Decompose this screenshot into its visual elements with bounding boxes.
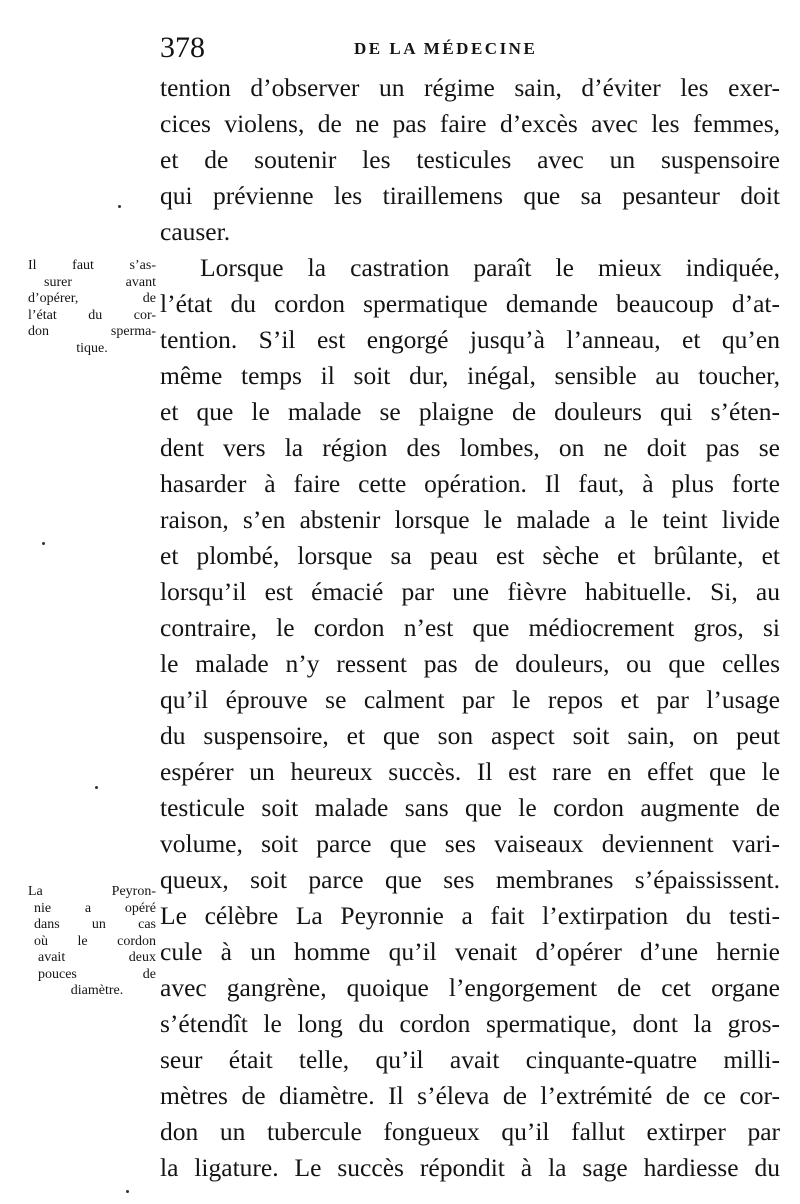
text-line: cule à un homme qu’il venait d’opérer d’une hernie	[160, 937, 780, 966]
text-line: hasarder à faire cette opération. Il faut, à plus forte	[160, 469, 780, 498]
text-line: même temps il soit dur, inégal, sensible au toucher,	[160, 361, 780, 390]
margin-note-line: tique.	[76, 340, 108, 356]
body-text	[160, 70, 780, 1186]
margin-note-la-peyronnie	[28, 884, 156, 1000]
text-line: du suspensoire, et que son aspect soit sain, on peut	[160, 721, 780, 750]
text-line: volume, soit parce que ses vaiseaux deviennent vari-	[160, 829, 780, 858]
text-line: contraire, le cordon n’est que médiocrement gros, si	[160, 613, 780, 642]
text-line: queux, soit parce que ses membranes s’épaississent.	[160, 865, 780, 894]
text-line: seur était telle, qu’il avait cinquante-quatre milli-	[160, 1045, 780, 1074]
text-line: la ligature. Le succès répondit à la sage hardiesse du	[160, 1153, 780, 1182]
text-line: et de soutenir les testicules avec un suspensoire	[160, 145, 780, 174]
text-line: Le célèbre La Peyronnie a fait l’extirpation du testi-	[160, 901, 780, 930]
margin-note-line: nie a opéré	[34, 900, 156, 916]
text-line: lorsqu’il est émacié par une fièvre habituelle. Si, au	[160, 577, 780, 606]
margin-note-line: La Peyron-	[28, 884, 156, 899]
margin-note-line: où le cordon	[34, 933, 156, 949]
margin-note-line: diamètre.	[70, 983, 124, 998]
text-line: et plombé, lorsque sa peau est sèche et brûlante, et	[160, 541, 780, 570]
margin-note-line: don sperma-	[28, 324, 156, 339]
margin-note-castration	[28, 258, 156, 357]
margin-note-line: surer avant	[44, 274, 156, 290]
text-line: l’état du cordon spermatique demande beaucoup d’at-	[160, 289, 780, 318]
text-line: testicule soit malade sans que le cordon augmente de	[160, 793, 780, 822]
text-line: avec gangrène, quoique l’engorgement de cet organe	[160, 973, 780, 1002]
page-header	[160, 30, 580, 66]
running-head: DE LA MÉDECINE	[354, 39, 538, 58]
text-line: tention d’observer un régime sain, d’éviter les exer-	[160, 73, 780, 102]
text-line: raison, s’en abstenir lorsque le malade a le teint livide	[160, 505, 780, 534]
margin-note-line: Il faut s’as-	[28, 258, 156, 273]
text-line: dent vers la région des lombes, on ne doit pas se	[160, 433, 780, 462]
text-line: mètres de diamètre. Il s’éleva de l’extrémité de ce cor-	[160, 1081, 780, 1110]
page-number: 378	[160, 31, 205, 64]
text-line: espérer un heureux succès. Il est rare en effet que le	[160, 757, 780, 786]
text-line: Lorsque la castration paraît le mieux indiquée,	[200, 253, 780, 282]
text-line: tention. S’il est engorgé jusqu’à l’anneau, et qu’en	[160, 325, 780, 354]
text-line: qui prévienne les tiraillemens que sa pesanteur doit	[160, 181, 780, 210]
text-line: et que le malade se plaigne de douleurs qui s’éten-	[160, 397, 780, 426]
margin-note-line: dans un cas	[34, 917, 156, 932]
print-speck	[126, 1190, 129, 1193]
text-line: cices violens, de ne pas faire d’excès avec les femmes,	[160, 109, 780, 138]
text-line: s’étendît le long du cordon spermatique, dont la gros-	[160, 1009, 780, 1038]
margin-note-line: d’opérer, de	[28, 291, 156, 306]
margin-note-line: l’état du cor-	[28, 307, 156, 323]
margin-note-line: pouces de	[38, 966, 156, 982]
text-line: le malade n’y ressent pas de douleurs, ou que celles	[160, 649, 780, 678]
text-line: causer.	[160, 217, 231, 246]
text-line: qu’il éprouve se calment par le repos et par l’usage	[160, 685, 780, 714]
text-line: don un tubercule fongueux qu’il fallut extirper par	[160, 1117, 780, 1146]
print-speck	[95, 786, 98, 789]
print-speck	[118, 205, 121, 208]
print-speck	[42, 542, 45, 545]
margin-note-line: avait deux	[38, 950, 156, 965]
